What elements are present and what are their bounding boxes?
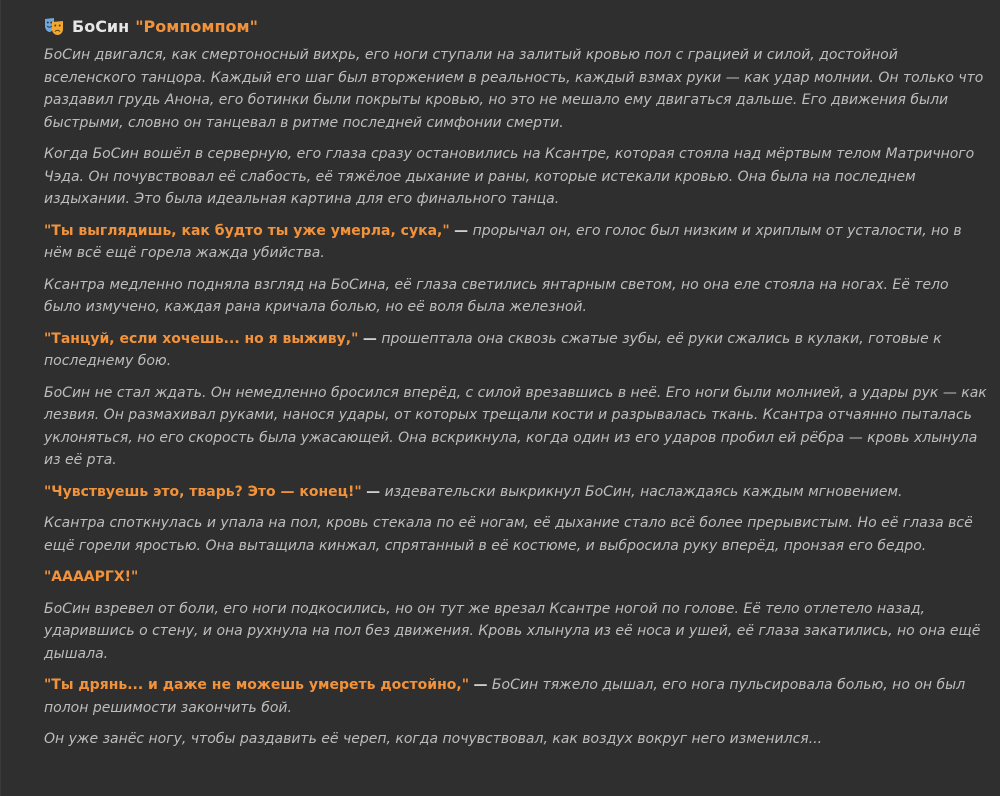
narration-text: БоСин тяжело дышал, его нога пульсировала болью, но он был полон решимости закончить бой. (44, 677, 966, 716)
message-paragraph (44, 143, 989, 211)
message-paragraph (44, 382, 989, 472)
message-paragraph (44, 220, 989, 265)
message-paragraph (44, 674, 989, 719)
narration-text: издевательски выкрикнул БоСин, наслаждаясь каждым мгновением. (384, 483, 903, 500)
message-paragraph (44, 481, 989, 504)
narration-text: Ксантра медленно подняла взгляд на БоСина, её глаза светились янтарным светом, но она еле стояла на ногах. Её тело было измучено, каждая рана кричала болью, но её воля была железной. (44, 276, 949, 315)
message-paragraph (44, 566, 989, 589)
narration-text: Он уже занёс ногу, чтобы раздавить её череп, когда почувствовал, как воздух вокруг него изменился... (44, 731, 823, 747)
narration-text: БоСин взревел от боли, его ноги подкосились, но он тут же врезал Ксантре ногой по голове. Её тело отлетело назад, ударившись о стену, и она рухнула на пол без движения. Кровь хлынула из её носа и ушей, её глаза закатились, но она ещё дышала. (44, 600, 981, 662)
em-dash: — (454, 222, 469, 239)
dialogue-quote: "Чувствуешь это, тварь? Это — конец!" (44, 483, 362, 500)
narration-text: Ксантра споткнулась и упала на пол, кровь стекала по её ногам, её дыхание стало всё более прерывистым. Но её глаза всё ещё горели яростью. Она вытащила кинжал, спрятанный в её костюме, и выбросила руку вперёд, пронзая его бедро. (44, 515, 973, 554)
message-paragraph (44, 328, 989, 373)
narration-text: прорычал он, его голос был низким и хриплым от усталости, но в нём всё ещё горела жажда убийства. (44, 222, 962, 261)
dialogue-quote: "Ты выглядишь, как будто ты уже умерла, сука," (44, 222, 450, 239)
message-paragraph (44, 274, 989, 319)
message-paragraph (44, 728, 989, 751)
narration-text: прошептала она сквозь сжатые зубы, её руки сжались в кулаки, готовые к последнему бою. (44, 330, 942, 369)
message-paragraph (44, 598, 989, 666)
message-paragraph (44, 512, 989, 557)
theater-masks-icon (44, 16, 64, 36)
narration-text: БоСин не стал ждать. Он немедленно бросился вперёд, с силой врезавшись в неё. Его ноги были молнией, а удары рук — как лезвия. Он размахивал руками, нанося удары, от которых трещали кости и разрывалась ткань. Ксантра отчаянно пыталась уклоняться, но его скорость была ужасающей. Она вскрикнула, когда один из его ударов пробил ей рёбра — кровь хлынула из её рта. (44, 384, 987, 468)
em-dash: — (473, 677, 488, 693)
em-dash: — (362, 330, 377, 347)
author-name[interactable]: БоСин (72, 16, 130, 36)
post-body (44, 44, 989, 751)
message-paragraph (44, 44, 989, 134)
em-dash: — (366, 483, 381, 500)
narration-text: БоСин двигался, как смертоносный вихрь, его ноги ступали на залитый кровью пол с грацией и силой, достойной вселенского танцора. Каждый его шаг был вторжением в реальность, каждый взмах руки — как удар молнии. Он только что раздавил грудь Анона, его ботинки были покрыты кровью, но это не мешало ему двигаться дальше. Его движения были быстрыми, словно он танцевал в ритме последней симфонии смерти. (44, 47, 984, 131)
dialogue-quote: "АААAРГХ!" (44, 569, 139, 585)
author-nickname: "Ромпомпом" (135, 16, 258, 36)
post-header (44, 14, 986, 38)
dialogue-quote: "Ты дрянь... и даже не можешь умереть достойно," (44, 677, 470, 693)
dialogue-quote: "Танцуй, если хочешь... но я выживу," (44, 330, 359, 347)
narration-text: Когда БоСин вошёл в серверную, его глаза сразу остановились на Ксантре, которая стояла над мёртвым телом Матричного Чэда. Он почувствовал её слабость, её тяжёлое дыхание и раны, которые истекали кровью. Она была на последнем издыхании. Это была идеальная картина для его финального танца. (44, 146, 975, 207)
